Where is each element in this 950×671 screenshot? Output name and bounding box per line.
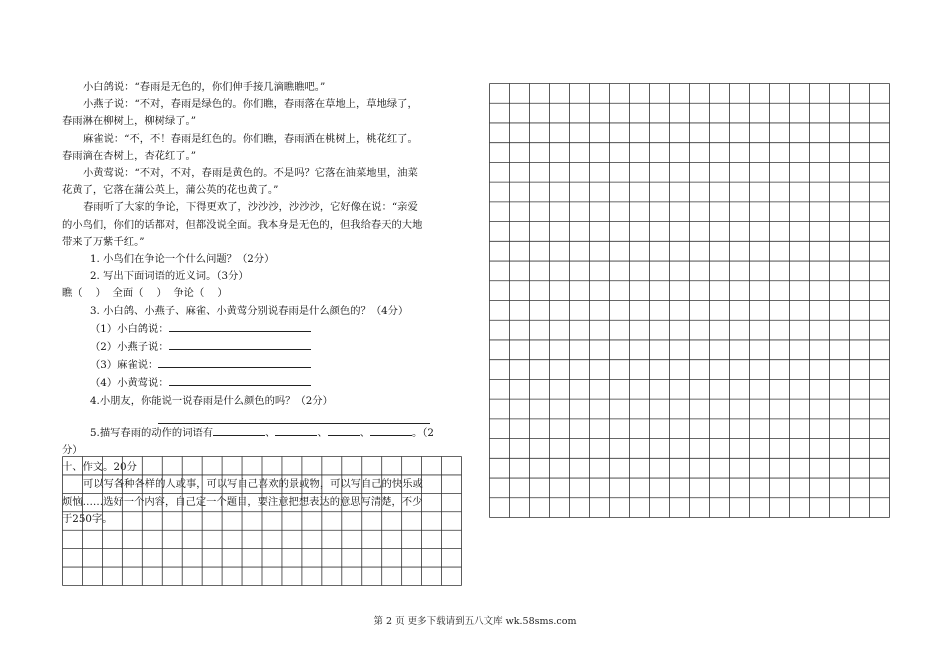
question-3-item: （2）小燕子说：	[62, 338, 462, 356]
composition-grid-right[interactable]	[489, 83, 890, 518]
composition-prompt: 可以写各种各样的人或事，可以写自己喜欢的景或物，可以写自己的快乐或	[83, 478, 423, 491]
question-5: 5.描写春雨的动作的词语有 、 、 、 。（2	[62, 424, 462, 442]
question-3-item: （4）小黄莺说：	[62, 374, 462, 392]
question-4-answer-line[interactable]	[158, 410, 430, 424]
page-footer: 第 2 页 更多下载请到五八文库 wk.58sms.com	[373, 616, 577, 627]
passage-line: 春雨淋在柳树上，柳树绿了。”	[62, 115, 196, 128]
reading-passage	[62, 79, 462, 251]
answer-blank[interactable]	[275, 424, 317, 436]
composition-prompt: 于250字。	[62, 512, 113, 525]
answer-blank[interactable]	[169, 374, 311, 386]
passage-line: 麻雀说：“不，不！春雨是红色的。你们瞧，春雨洒在桃树上，桃花红了。	[83, 132, 418, 145]
passage-line: 的小鸟们，你们的话都对，但都没说全面。我本身是无色的，但我给春天的大地	[62, 218, 423, 231]
question-3-item: （3）麻雀说：	[62, 356, 462, 374]
question-3: 3. 小白鸽、小燕子、麻雀、小黄莺分别说春雨是什么颜色的？（4分）	[90, 304, 409, 317]
passage-line: 小白鸽说：“春雨是无色的，你们伸手接几滴瞧瞧吧。”	[83, 81, 326, 93]
passage-line: 小黄莺说：“不对，不对，春雨是黄色的。不是吗？它落在油菜地里，油菜	[83, 167, 418, 180]
passage-line: 带来了万紫千红。”	[62, 235, 145, 248]
question-4: 4.小朋友，你能说一说春雨是什么颜色的吗？（2分）	[90, 394, 333, 407]
composition-prompt: 烦恼……选好一个内容，自己定一个题目，要注意把想表达的意思写清楚，不少	[62, 495, 423, 508]
answer-blank[interactable]	[370, 424, 412, 436]
passage-line: 花黄了，它落在蒲公英上，蒲公英的花也黄了。”	[62, 184, 279, 197]
answer-blank[interactable]	[158, 356, 311, 368]
answer-blank[interactable]	[169, 320, 311, 332]
passage-line: 春雨滴在杏树上，杏花红了。”	[62, 149, 196, 162]
section-10-title: 十、作文。20分	[62, 461, 137, 474]
composition-grid-left[interactable]	[62, 456, 462, 586]
passage-line: 小燕子说：“不对，春雨是绿色的。你们瞧，春雨落在草地上，草地绿了，	[83, 98, 418, 111]
passage-line: 春雨听了大家的争论，下得更欢了，沙沙沙，沙沙沙，它好像在说：“亲爱	[83, 201, 418, 214]
question-1: 1. 小鸟们在争论一个什么问题？（2分）	[90, 253, 275, 266]
answer-blank[interactable]	[169, 338, 311, 350]
question-2: 2. 写出下面词语的近义词。（3分）	[90, 270, 249, 283]
question-3-item: （1）小白鸽说：	[62, 320, 462, 338]
question-5-end: 分）	[62, 444, 83, 457]
answer-blank[interactable]	[328, 424, 360, 436]
question-2-words: 瞧（ ） 全面（ ） 争论（ ）	[62, 287, 228, 300]
answer-blank[interactable]	[213, 424, 265, 436]
